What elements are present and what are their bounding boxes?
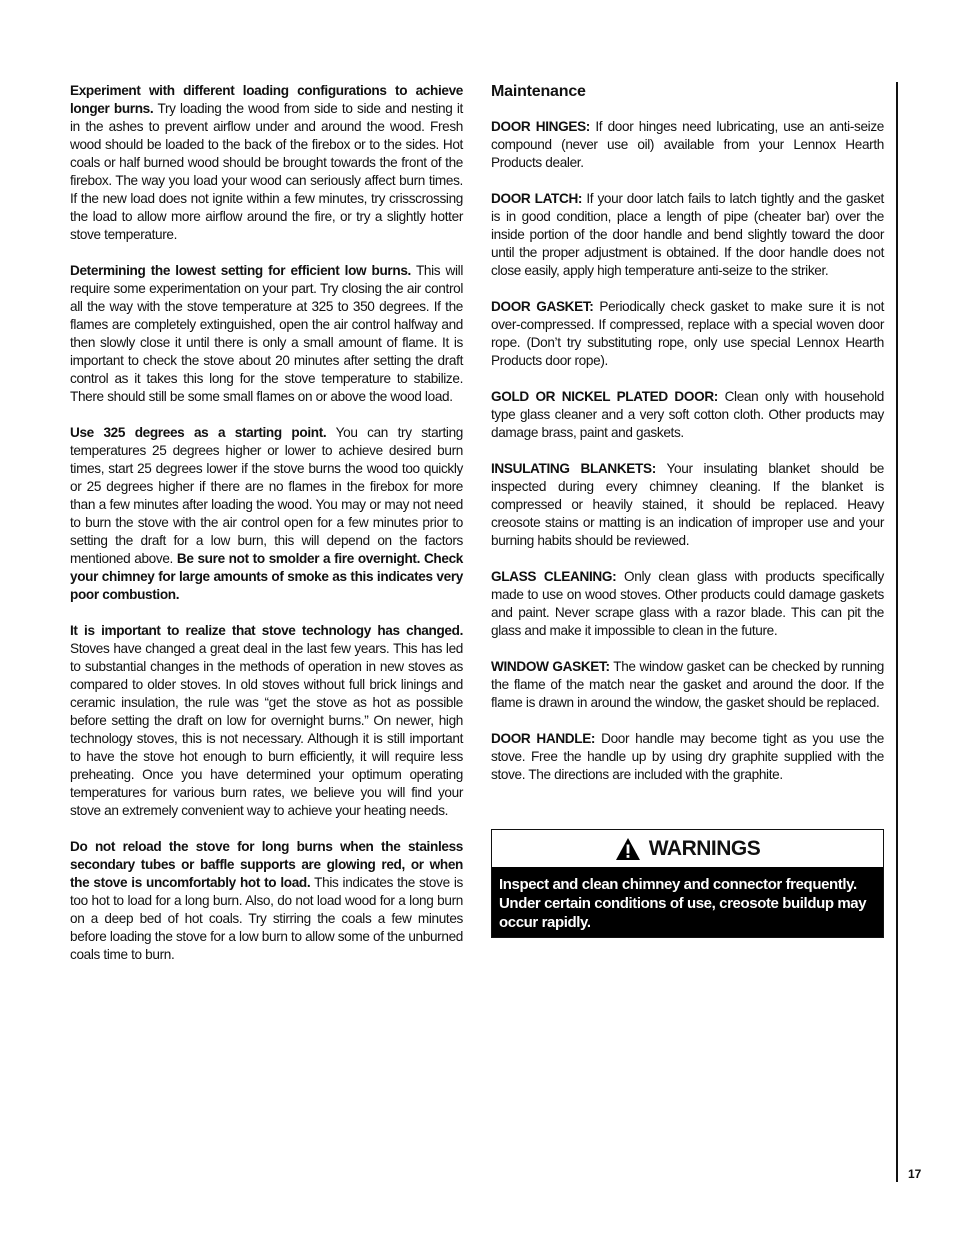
item-text: Your insulating blanket should be inspected during every chimney cleaning. If the blanket is compressed or heavily stained, it should be replaced. Heavy creosote stains or matting is an indication of improper use and your burning habits should be reviewed. <box>491 461 885 548</box>
item-label: GOLD OR NICKEL PLATED DOOR: <box>491 389 718 404</box>
paragraph-lead: Determining the lowest setting for efficient low burns. <box>70 263 411 278</box>
warnings-text: Inspect and clean chimney and connector frequently. Under certain conditions of use, creosote buildup may occur rapidly. <box>492 867 883 937</box>
maintenance-item-door-gasket <box>491 298 884 370</box>
maintenance-item-door-hinges <box>491 118 884 172</box>
page-number: 17 <box>908 1167 922 1181</box>
warning-triangle-icon <box>615 837 641 861</box>
paragraph-body: This indicates the stove is too hot to load for a long burn. Also, do not load wood for a long burn on a deep bed of hot coals. Try stirring the coals a few minutes before loading the stove for a low burn to allow some of the unburned coals time to burn. <box>70 875 463 962</box>
item-label: DOOR GASKET: <box>491 299 594 314</box>
item-text: Clean only with household type glass cleaner and a very soft cotton cloth. Other products may damage brass, paint and gaskets. <box>491 389 884 440</box>
warnings-header <box>492 830 883 867</box>
item-label: GLASS CLEANING: <box>491 569 617 584</box>
paragraph-stove-technology <box>70 622 463 820</box>
item-label: DOOR HANDLE: <box>491 731 596 746</box>
paragraph-body: Try loading the wood from side to side and nesting it in the ashes to prevent airflow under and around the wood. Fresh wood should be loaded to the back of the firebox or to the sides. Hot coals or half burned wood should be brought towards the front of the firebox. The way you load your wood can seriously affect burn times. If the new load does not ignite within a few minutes, try crisscrossing the load to allow more airflow around the fire, or try a slightly hotter stove temperature. <box>70 101 463 242</box>
paragraph-do-not-reload <box>70 838 463 964</box>
item-label: WINDOW GASKET: <box>491 659 610 674</box>
maintenance-item-glass-cleaning <box>491 568 884 640</box>
paragraph-body: Stoves have changed a great deal in the last few years. This has led to substantial changes in the methods of operation in new stoves as compared to older stoves. In old stoves without full brick linings and ceramic insulation, the rule was “get the stove as hot as possible before setting the draft on low for overnight burns.” On newer, high technology stoves, this is not necessary. Although it is still important to have the stove hot enough to burn efficiently, it will require less preheating. Once you have determined your optimum operating temperatures for various burn rates, we believe you will find your stove an extremely convenient way to achieve your heating needs. <box>70 641 463 818</box>
paragraph-lowest-setting <box>70 262 463 406</box>
paragraph-lead: Use 325 degrees as a starting point. <box>70 425 327 440</box>
left-column <box>70 82 463 982</box>
maintenance-item-plated-door <box>491 388 884 442</box>
paragraph-starting-point <box>70 424 463 604</box>
item-label: INSULATING BLANKETS: <box>491 461 656 476</box>
vertical-rule <box>896 82 898 1182</box>
maintenance-item-door-latch <box>491 190 884 280</box>
paragraph-lead: It is important to realize that stove technology has changed. <box>70 623 463 638</box>
right-column <box>491 82 884 802</box>
warnings-box <box>491 829 884 938</box>
item-label: DOOR LATCH: <box>491 191 583 206</box>
paragraph-body: You can try starting temperatures 25 degrees higher or lower to achieve desired burn times, start 25 degrees lower if the stove burns the wood too quickly or 25 degrees higher if there are no flames in the firebox for more than a few minutes after loading the wood. You may or may not need to burn the stove with the air control open for a few minutes prior to setting the draft for a low burn, this will depend on the factors mentioned above. <box>70 425 464 566</box>
paragraph-bold-note: Be sure not to smolder a fire overnight. Check your chimney for large amounts of smoke as this indicates very poor combustion. <box>70 551 463 602</box>
maintenance-item-insulating-blankets <box>491 460 884 550</box>
maintenance-item-door-handle <box>491 730 884 784</box>
paragraph-lead: Do not reload the stove for long burns when the stainless secondary tubes or baffle supports are glowing red, or when the stove is uncomfortably hot to load. <box>70 839 463 890</box>
item-text: Door handle may become tight as you use the stove. Free the handle up by using dry graphite supplied with the stove. The directions are included with the graphite. <box>491 731 885 782</box>
maintenance-item-window-gasket <box>491 658 884 712</box>
paragraph-lead: Experiment with different loading configurations to achieve longer burns. <box>70 83 463 116</box>
item-label: DOOR HINGES: <box>491 119 590 134</box>
maintenance-heading: Maintenance <box>491 83 586 100</box>
item-text: If door hinges need lubricating, use an anti-seize compound (never use oil) available from your Lennox Hearth Products dealer. <box>491 119 884 170</box>
item-text: If your door latch fails to latch tightly and the gasket is in good condition, place a length of pipe (cheater bar) over the inside portion of the door handle and bend slightly toward the door until the proper adjustment is obtained. If the door handle does not close easily, apply high temperature anti-seize to the striker. <box>491 191 884 278</box>
item-text: Only clean glass with products specifically made to use on wood stoves. Other products could damage gaskets and paint. Never scrape glass with a razor blade. This can pit the glass and make it impossible to clean in the future. <box>491 569 884 638</box>
item-text: Periodically check gasket to make sure it is not over-compressed. If compressed, replace with a special woven door rope. (Don’t try substituting rope, only use special Lennox Hearth Products door rope). <box>491 299 884 368</box>
warnings-title: WARNINGS <box>648 836 761 860</box>
paragraph-body: This will require some experimentation on your part. Try closing the air control all the way with the stove temperature at 325 to 350 degrees. If the flames are completely extinguished, open the air control halfway and then slowly close it until there is only a small amount of flame. It is important to check the stove about 20 minutes after setting the draft control as it takes this long for the stove temperature to stabilize. There should still be some small flames on or above the wood load. <box>70 263 463 404</box>
item-text: The window gasket can be checked by running the flame of the match near the gasket and around the door. If the flame is drawn in around the window, the gasket should be replaced. <box>491 659 884 710</box>
paragraph-loading-configurations <box>70 82 463 244</box>
